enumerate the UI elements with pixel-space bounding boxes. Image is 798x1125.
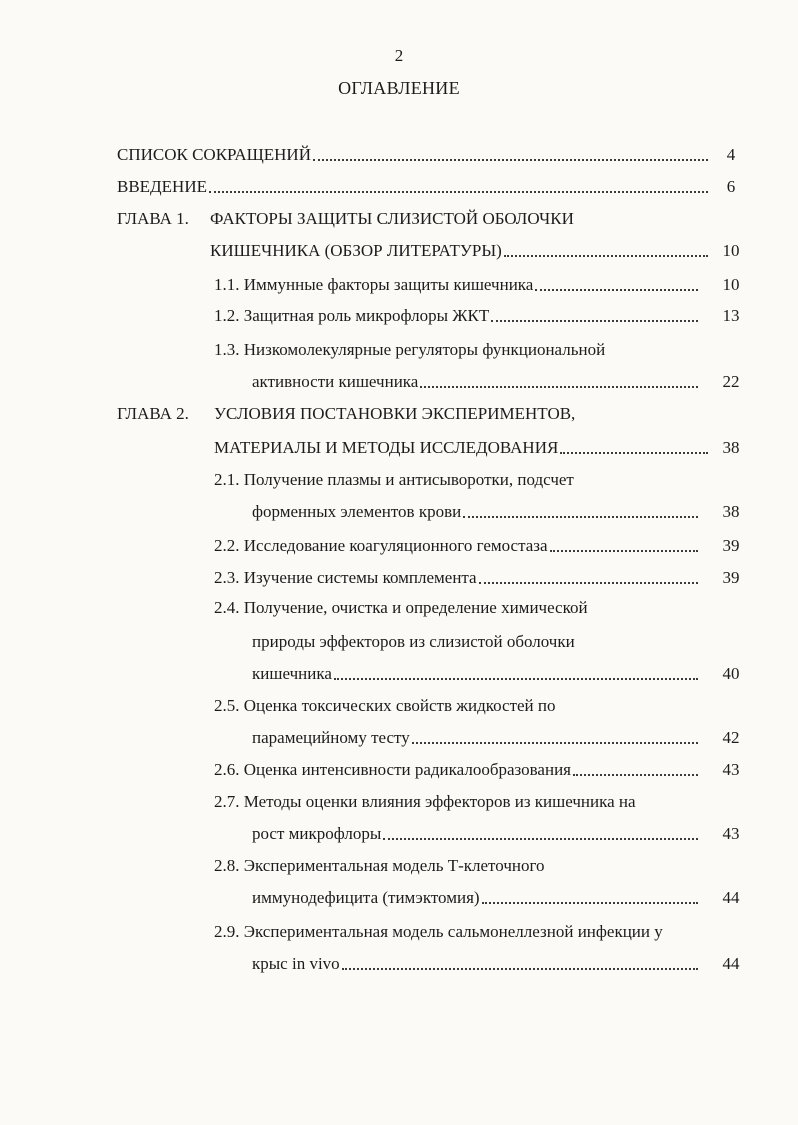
toc-page-number: 13 [722,306,740,325]
dot-leader [209,174,708,193]
toc-entry-text: КИШЕЧНИКА (ОБЗОР ЛИТЕРАТУРЫ) [210,241,502,260]
toc-entry-text[interactable]: УСЛОВИЯ ПОСТАНОВКИ ЭКСПЕРИМЕНТОВ, [214,404,576,423]
toc-entry-text: иммунодефицита (тимэктомия) [252,888,480,907]
dot-leader [560,435,708,454]
dot-leader [504,238,708,257]
toc-entry-text: ВВЕДЕНИЕ [117,177,207,196]
toc-entry-text: СПИСОК СОКРАЩЕНИЙ [117,145,311,164]
toc-page-number: 42 [722,728,740,747]
toc-page-number: 10 [722,275,740,294]
dot-leader [573,757,698,776]
dot-leader [342,951,698,970]
toc-entry-1-1[interactable] [214,272,700,298]
toc-page-number: 44 [722,954,740,973]
dot-leader [463,499,698,518]
dot-leader [482,885,698,904]
dot-leader [535,272,698,291]
dot-leader [383,821,698,840]
toc-entry-text[interactable]: 2.9. Экспериментальная модель сальмонеллезной инфекции у [214,922,663,941]
toc-entry-text: 1.2. Защитная роль микрофлоры ЖКТ [214,306,490,325]
toc-entry-text: МАТЕРИАЛЫ И МЕТОДЫ ИССЛЕДОВАНИЯ [214,438,559,457]
toc-entry-1-2[interactable] [214,303,700,329]
toc-page-number: 43 [722,760,740,779]
toc-entry-abbreviations[interactable] [117,142,710,168]
toc-chapter-label: ГЛАВА 2. [117,404,189,423]
toc-entry-text: кишечника [252,664,332,683]
toc-entry-2-4[interactable] [252,661,700,687]
toc-page-number: 40 [722,664,740,683]
toc-entry-2-7[interactable] [252,821,700,847]
toc-entry-1-3[interactable] [252,369,700,395]
dot-leader [334,661,698,680]
toc-entry-text[interactable]: 2.7. Методы оценки влияния эффекторов из кишечника на [214,792,636,811]
toc-page-number: 4 [726,145,736,164]
toc-page-number: 22 [722,372,740,391]
toc-entry-2-6[interactable] [214,757,700,783]
toc-page-number: 6 [726,177,736,196]
toc-page-number: 43 [722,824,740,843]
toc-entry-text: 1.1. Иммунные факторы защиты кишечника [214,275,534,294]
toc-entry-text[interactable]: 1.3. Низкомолекулярные регуляторы функциональной [214,340,606,359]
dot-leader [479,565,698,584]
dot-leader [420,369,698,388]
toc-page-number: 10 [722,241,740,260]
page-number: 2 [394,46,404,65]
table-of-contents [0,142,798,1002]
toc-entry-chapter-1[interactable] [210,238,710,264]
dot-leader [313,142,708,161]
toc-entry-text: парамецийному тесту [252,728,410,747]
toc-page-number: 38 [722,502,740,521]
toc-entry-2-2[interactable] [214,533,700,559]
toc-chapter-label: ГЛАВА 1. [117,209,189,228]
toc-entry-text: 2.3. Изучение системы комплемента [214,568,477,587]
dot-leader [550,533,698,552]
dot-leader [491,303,698,322]
toc-entry-text[interactable]: 2.1. Получение плазмы и антисыворотки, подсчет [214,470,574,489]
dot-leader [412,725,698,744]
toc-entry-text[interactable]: ФАКТОРЫ ЗАЩИТЫ СЛИЗИСТОЙ ОБОЛОЧКИ [210,209,574,228]
toc-entry-text: 2.2. Исследование коагуляционного гемостаза [214,536,548,555]
toc-heading: ОГЛАВЛЕНИЕ [338,78,460,98]
toc-entry-2-1[interactable] [252,499,700,525]
toc-page-number: 39 [722,536,740,555]
toc-entry-2-9[interactable] [252,951,700,977]
toc-entry-text: активности кишечника [252,372,419,391]
toc-entry-2-3[interactable] [214,565,700,591]
toc-entry-2-8[interactable] [252,885,700,911]
toc-page-number: 38 [722,438,740,457]
toc-entry-text[interactable]: природы эффекторов из слизистой оболочки [252,632,575,651]
toc-entry-text: 2.6. Оценка интенсивности радикалообразования [214,760,571,779]
toc-entry-text: рост микрофлоры [252,824,382,843]
toc-entry-text[interactable]: 2.8. Экспериментальная модель Т-клеточного [214,856,545,875]
toc-entry-text[interactable]: 2.5. Оценка токсических свойств жидкостей по [214,696,556,715]
toc-page-number: 39 [722,568,740,587]
toc-entry-introduction[interactable] [117,174,710,200]
toc-entry-2-5[interactable] [252,725,700,751]
toc-entry-text: форменных элементов крови [252,502,462,521]
toc-entry-text: крыс in vivo [252,954,340,973]
toc-entry-text[interactable]: 2.4. Получение, очистка и определение химической [214,598,588,617]
toc-entry-chapter-2[interactable] [214,435,710,461]
toc-page-number: 44 [722,888,740,907]
